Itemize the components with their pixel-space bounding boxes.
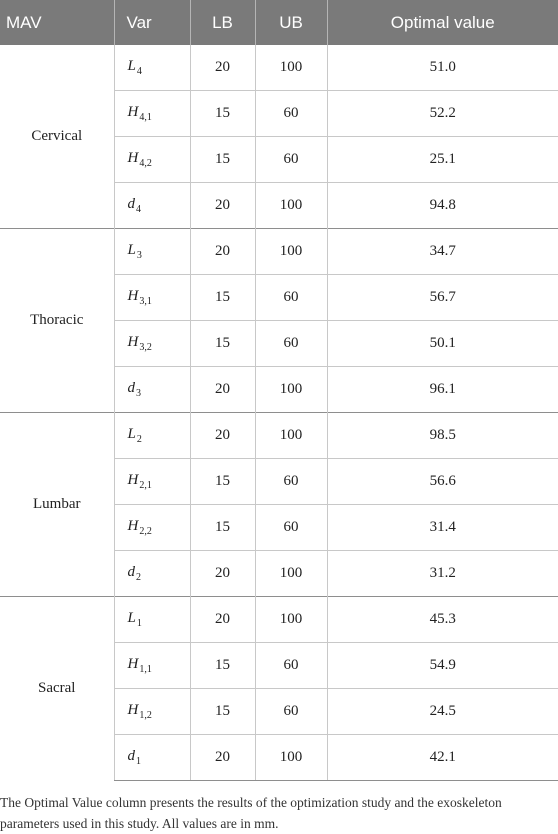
variable-symbol: H — [127, 150, 139, 166]
lb-cell: 15 — [190, 505, 255, 551]
variable-cell — [114, 735, 190, 781]
variable-cell — [114, 183, 190, 229]
variable-symbol: H — [127, 104, 139, 120]
variable-subscript: 1 — [136, 618, 142, 629]
variable-subscript: 4 — [136, 66, 142, 77]
variable-subscript: 2 — [136, 572, 141, 583]
table-row — [0, 413, 558, 459]
variable-symbol: L — [127, 610, 136, 626]
optimal-value-cell: 34.7 — [327, 229, 558, 275]
mav-group-label: Sacral — [0, 597, 114, 781]
variable-symbol: H — [127, 518, 139, 534]
mav-group-label: Thoracic — [0, 229, 114, 413]
optimal-value-cell: 50.1 — [327, 321, 558, 367]
ub-cell: 100 — [255, 597, 327, 643]
variable-cell — [114, 91, 190, 137]
optimal-value-cell: 98.5 — [327, 413, 558, 459]
variable-cell — [114, 413, 190, 459]
header-optimal-value: Optimal value — [327, 0, 558, 45]
variable-symbol: d — [127, 564, 135, 580]
variable-cell — [114, 137, 190, 183]
variable-cell — [114, 597, 190, 643]
variable-cell — [114, 321, 190, 367]
ub-cell: 60 — [255, 275, 327, 321]
lb-cell: 15 — [190, 321, 255, 367]
variable-subscript: 1,1 — [139, 664, 152, 675]
variable-symbol: H — [127, 472, 139, 488]
ub-cell: 100 — [255, 45, 327, 91]
ub-cell: 60 — [255, 643, 327, 689]
lb-cell: 20 — [190, 735, 255, 781]
lb-cell: 20 — [190, 367, 255, 413]
table-row — [0, 597, 558, 643]
ub-cell: 100 — [255, 229, 327, 275]
variable-subscript: 4,2 — [139, 158, 152, 169]
lb-cell: 15 — [190, 275, 255, 321]
variable-cell — [114, 505, 190, 551]
lb-cell: 20 — [190, 183, 255, 229]
ub-cell: 100 — [255, 183, 327, 229]
optimal-value-cell: 56.6 — [327, 459, 558, 505]
lb-cell: 20 — [190, 229, 255, 275]
variable-symbol: H — [127, 656, 139, 672]
optimal-value-cell: 51.0 — [327, 45, 558, 91]
lb-cell: 15 — [190, 643, 255, 689]
variable-symbol: L — [127, 426, 136, 442]
header-lb: LB — [190, 0, 255, 45]
variable-subscript: 2,1 — [139, 480, 152, 491]
header-mav: MAV — [0, 0, 114, 45]
table-row — [0, 229, 558, 275]
mav-group-label: Cervical — [31, 128, 83, 144]
ub-cell: 60 — [255, 321, 327, 367]
table-footnote: The Optimal Value column presents the results of the optimization study and the exoskeleton parameters used in this study. All values are in mm. — [0, 795, 502, 831]
optimal-value-cell: 42.1 — [327, 735, 558, 781]
optimal-value-cell: 31.2 — [327, 551, 558, 597]
optimal-value-cell: 56.7 — [327, 275, 558, 321]
lb-cell: 20 — [190, 413, 255, 459]
lb-cell: 20 — [190, 45, 255, 91]
optimal-value-cell: 96.1 — [327, 367, 558, 413]
variable-subscript: 2,2 — [139, 526, 152, 537]
ub-cell: 60 — [255, 689, 327, 735]
ub-cell: 100 — [255, 735, 327, 781]
ub-cell: 60 — [255, 91, 327, 137]
lb-cell: 20 — [190, 551, 255, 597]
variable-symbol: L — [127, 58, 136, 74]
variable-cell — [114, 551, 190, 597]
variable-subscript: 1 — [136, 756, 141, 767]
variable-subscript: 3,1 — [139, 296, 152, 307]
variable-symbol: d — [127, 380, 135, 396]
variable-symbol: d — [127, 196, 135, 212]
ub-cell: 100 — [255, 551, 327, 597]
lb-cell: 15 — [190, 91, 255, 137]
variable-symbol: d — [127, 748, 135, 764]
lb-cell: 20 — [190, 597, 255, 643]
variable-cell — [114, 459, 190, 505]
lb-cell: 15 — [190, 137, 255, 183]
optimal-value-cell: 31.4 — [327, 505, 558, 551]
ub-cell: 100 — [255, 367, 327, 413]
lb-cell: 15 — [190, 689, 255, 735]
variable-subscript: 3 — [136, 388, 141, 399]
ub-cell: 60 — [255, 137, 327, 183]
ub-cell: 60 — [255, 459, 327, 505]
optimal-value-cell: 24.5 — [327, 689, 558, 735]
header-row — [0, 0, 558, 45]
variable-cell — [114, 689, 190, 735]
table-header — [0, 0, 558, 45]
variable-subscript: 3 — [136, 250, 142, 261]
variable-cell — [114, 643, 190, 689]
mav-group-label: Lumbar — [0, 413, 114, 597]
table-body — [0, 45, 558, 781]
variable-symbol: H — [127, 702, 139, 718]
variable-cell — [114, 367, 190, 413]
optimal-value-cell: 45.3 — [327, 597, 558, 643]
variable-cell — [114, 275, 190, 321]
header-var: Var — [114, 0, 190, 45]
variable-cell — [114, 229, 190, 275]
variable-subscript: 3,2 — [139, 342, 152, 353]
header-ub: UB — [255, 0, 327, 45]
optimal-value-cell: 52.2 — [327, 91, 558, 137]
variable-symbol: L — [127, 242, 136, 258]
variable-cell — [114, 45, 190, 91]
variable-subscript: 4,1 — [139, 112, 152, 123]
variable-subscript: 2 — [136, 434, 142, 445]
optimal-value-cell: 25.1 — [327, 137, 558, 183]
table-row — [0, 45, 558, 91]
variable-symbol: H — [127, 334, 139, 350]
variable-symbol: H — [127, 288, 139, 304]
optimal-value-cell: 54.9 — [327, 643, 558, 689]
optimal-value-cell: 94.8 — [327, 183, 558, 229]
ub-cell: 60 — [255, 505, 327, 551]
variable-subscript: 1,2 — [139, 710, 152, 721]
ub-cell: 100 — [255, 413, 327, 459]
lb-cell: 15 — [190, 459, 255, 505]
variable-subscript: 4 — [136, 204, 141, 215]
